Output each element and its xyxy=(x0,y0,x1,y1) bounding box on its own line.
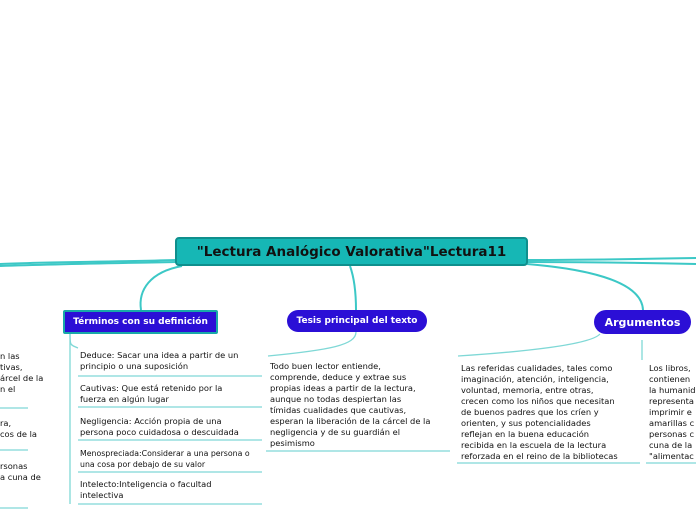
topic-terms[interactable]: Términos con su definición xyxy=(63,310,218,334)
thesis-text[interactable] xyxy=(270,361,452,449)
definition-negligencia[interactable] xyxy=(80,416,262,438)
thesis-line: tímidas cualidades que cautivas, xyxy=(270,405,407,415)
left-fragment-3[interactable] xyxy=(0,461,60,483)
left-fragment-2[interactable] xyxy=(0,418,60,440)
argument-text-1[interactable] xyxy=(461,363,643,462)
definition-line: Intelecto:Inteligencia o facultad xyxy=(80,479,212,489)
definition-line: Menospreciada:Considerar a una persona o xyxy=(80,449,250,458)
fragment-line: árcel de la xyxy=(0,373,44,383)
definition-line: persona poco cuidadosa o descuidada xyxy=(80,427,239,437)
definition-line: Negligencia: Acción propia de una xyxy=(80,416,222,426)
fragment-line: rsonas xyxy=(0,461,28,471)
topic-arguments[interactable]: Argumentos xyxy=(594,310,691,334)
definition-line: Cautivas: Que está retenido por la xyxy=(80,383,223,393)
definition-menospreciada[interactable] xyxy=(80,448,262,470)
argument-line: representa xyxy=(649,396,694,406)
argument-line: voluntad, memoria, entre otras, xyxy=(461,385,594,395)
argument-line: contienen xyxy=(649,374,691,384)
central-topic[interactable]: "Lectura Analógico Valorativa"Lectura11 xyxy=(175,237,528,266)
fragment-line: n el xyxy=(0,384,16,394)
argument-text-2[interactable] xyxy=(649,363,696,462)
argument-line: crecen como los niños que necesitan xyxy=(461,396,615,406)
argument-line: Las referidas cualidades, tales como xyxy=(461,363,613,373)
argument-line: reflejan en la buena educación xyxy=(461,429,590,439)
fragment-line: cos de la xyxy=(0,429,37,439)
definition-line: fuerza en algún lugar xyxy=(80,394,169,404)
fragment-line: ra, xyxy=(0,418,12,428)
argument-line: de buenos padres que los críen y xyxy=(461,407,599,417)
fragment-line: tivas, xyxy=(0,362,23,372)
thesis-line: esperan la liberación de la cárcel de la xyxy=(270,416,431,426)
thesis-line: propias ideas a partir de la lectura, xyxy=(270,383,416,393)
thesis-line: negligencia y de su guardián el xyxy=(270,427,401,437)
argument-line: Los libros, xyxy=(649,363,691,373)
argument-line: cuna de la xyxy=(649,440,693,450)
definition-line: Deduce: Sacar una idea a partir de un xyxy=(80,350,239,360)
argument-line: amarillas c xyxy=(649,418,695,428)
topic-thesis[interactable]: Tesis principal del texto xyxy=(287,310,427,332)
definition-cautivas[interactable] xyxy=(80,383,262,405)
thesis-line: comprende, deduce y extrae sus xyxy=(270,372,407,382)
argument-line: imaginación, atención, inteligencia, xyxy=(461,374,609,384)
thesis-line: aunque no todas despiertan las xyxy=(270,394,402,404)
definition-intelecto[interactable] xyxy=(80,479,262,501)
left-fragment-1[interactable] xyxy=(0,351,60,395)
definition-line: principio o una suposición xyxy=(80,361,189,371)
fragment-line: n las xyxy=(0,351,20,361)
fragment-line: a cuna de xyxy=(0,472,41,482)
definition-deduce[interactable] xyxy=(80,350,262,372)
argument-line: orienten, y sus potencialidades xyxy=(461,418,591,428)
argument-line: la humanid xyxy=(649,385,696,395)
definition-line: intelectiva xyxy=(80,490,124,500)
thesis-line: pesimismo xyxy=(270,438,315,448)
argument-line: "alimentac xyxy=(649,451,694,461)
argument-line: recibida en la escuela de la lectura xyxy=(461,440,607,450)
definition-line: una cosa por debajo de su valor xyxy=(80,460,206,469)
argument-line: reforzada en el reino de la bibliotecas xyxy=(461,451,618,461)
argument-line: personas c xyxy=(649,429,695,439)
argument-line: imprimir e xyxy=(649,407,692,417)
thesis-line: Todo buen lector entiende, xyxy=(270,361,381,371)
